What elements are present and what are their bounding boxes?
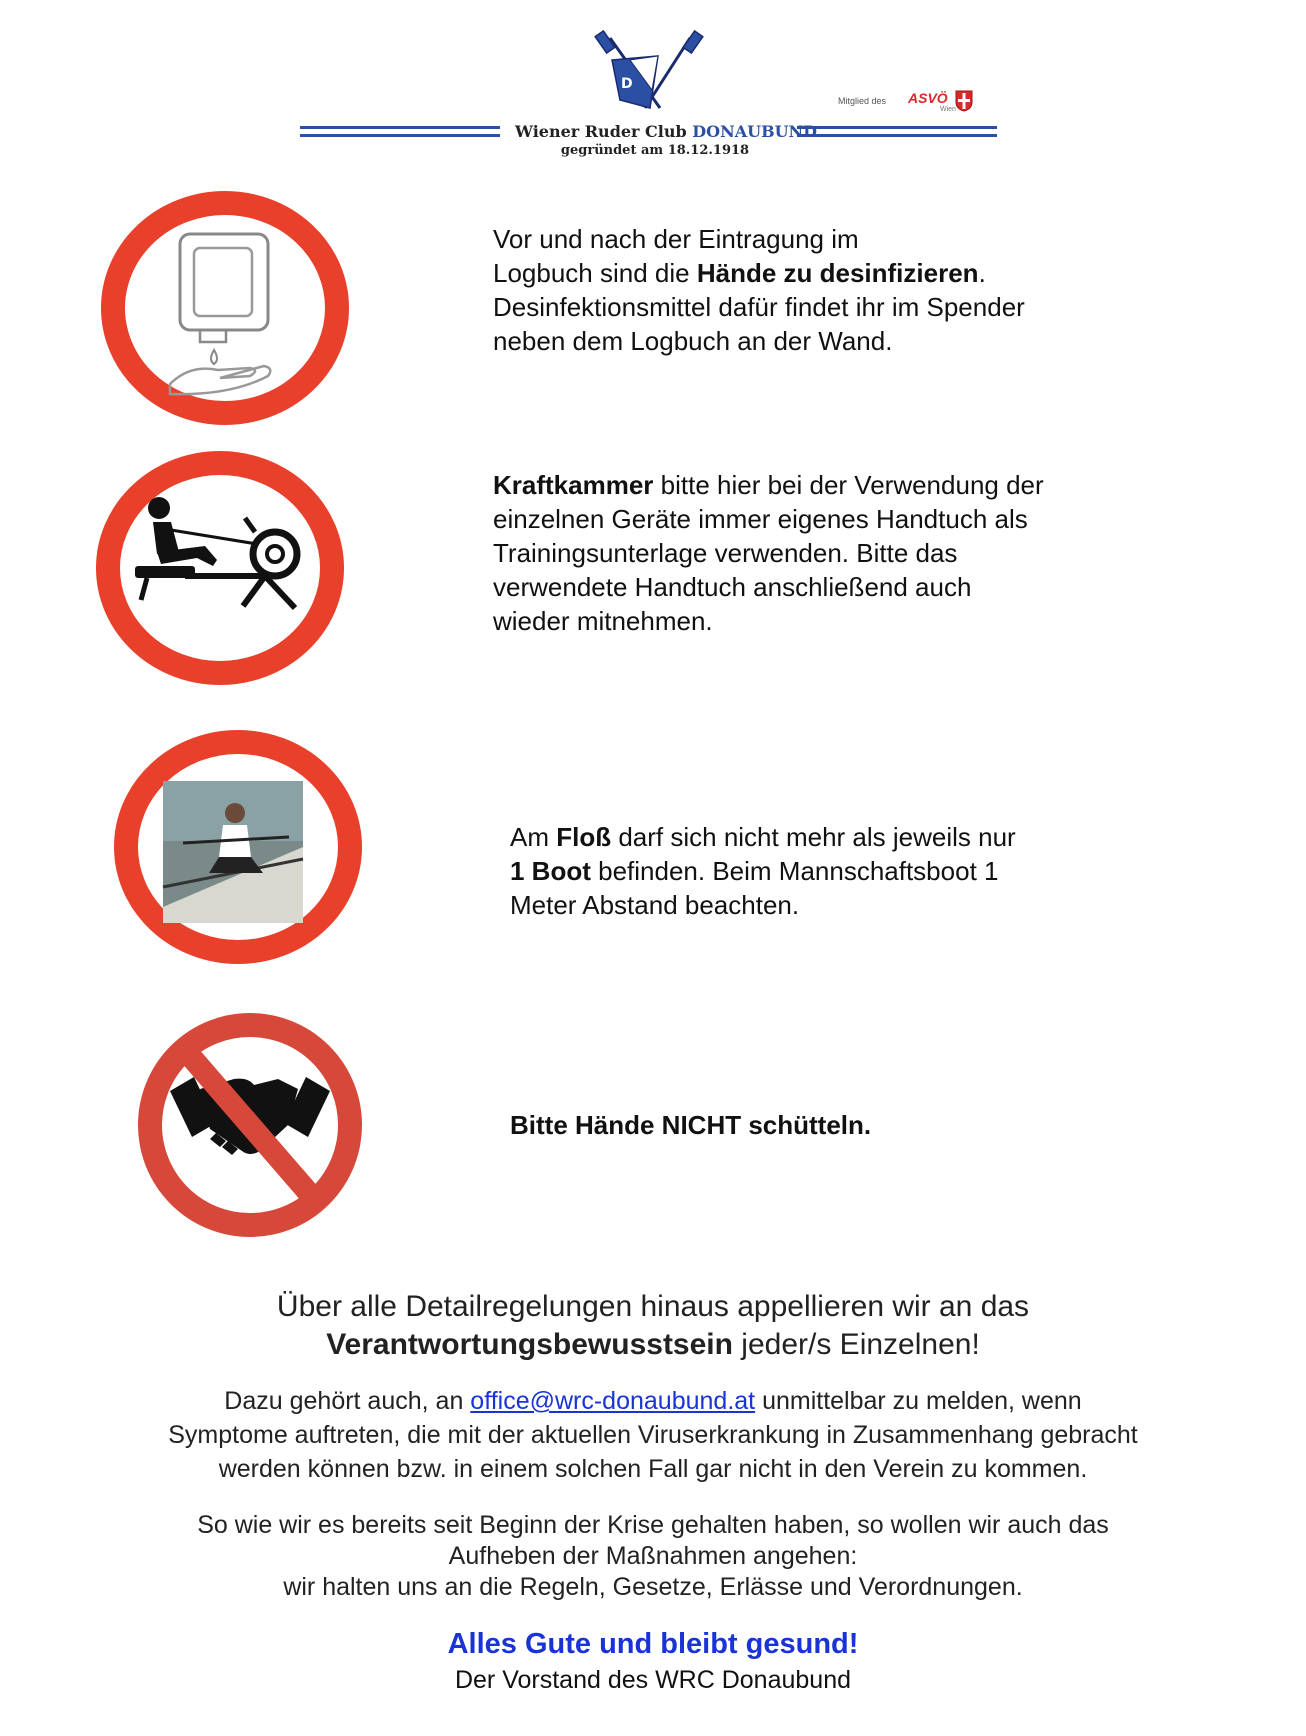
rule-gym-line1: Kraftkammer bitte hier bei der Verwendung der: [493, 470, 1044, 500]
office-email-link[interactable]: office@wrc-donaubund.at: [470, 1387, 756, 1415]
rule-gym-line5: wieder mitnehmen.: [493, 606, 713, 636]
appeal-line1: Über alle Detailregelungen hinaus appellieren wir an das: [276, 1290, 1030, 1323]
rule-sanitize-line4: neben dem Logbuch an der Wand.: [493, 326, 893, 356]
logo-line-left-bottom: [300, 134, 500, 137]
oars-flag-emblem: [590, 30, 710, 122]
vienna-crest-icon: [955, 90, 973, 112]
closing-line2: Aufheben der Maßnahmen angehen:: [448, 1542, 858, 1570]
report-line3: werden können bzw. in einem solchen Fall gar nicht in den Verein zu kommen.: [218, 1455, 1088, 1483]
report-line1: Dazu gehört auch, an office@wrc-donaubund.at unmittelbar zu melden, wenn: [224, 1387, 1082, 1415]
closing-line1: So wie wir es bereits seit Beginn der Krise gehalten haben, so wollen wir auch das: [197, 1511, 1109, 1539]
rule-gym-line4: verwendete Handtuch anschließend auch: [493, 572, 972, 602]
club-name-prefix: Wiener Ruder Club: [515, 122, 687, 141]
club-founded: gegründet am 18.12.1918: [560, 143, 750, 158]
rule-gym-line3: Trainingsunterlage verwenden. Bitte das: [493, 538, 958, 568]
logo-line-left-top: [300, 126, 500, 129]
rule-handshake-text: Bitte Hände NICHT schütteln.: [510, 1110, 872, 1140]
appeal-emphasis: Verantwortungsbewusstsein: [326, 1328, 733, 1361]
rule-raft-line2: 1 Boot befinden. Beim Mannschaftsboot 1: [510, 856, 999, 886]
raft-sign: [113, 727, 363, 967]
club-name: [515, 122, 818, 141]
appeal-block: [0, 1288, 1306, 1364]
asvo-region: Wien: [940, 106, 956, 113]
rule-gym-line2: einzelnen Geräte immer eigenes Handtuch als: [493, 504, 1028, 534]
club-logo: [300, 30, 1000, 170]
rule-gym-emphasis: Kraftkammer: [493, 470, 654, 500]
logo-line-right-bottom: [797, 134, 997, 137]
closing-line3: wir halten uns an die Regeln, Gesetze, Erlässe und Verordnungen.: [283, 1573, 1023, 1601]
signature: Der Vorstand des WRC Donaubund: [454, 1666, 852, 1694]
gym-sign: [95, 448, 345, 688]
rule-sanitize-line1: Vor und nach der Eintragung im: [493, 224, 859, 254]
rule-raft-text: [510, 820, 1016, 922]
appeal-line2: Verantwortungsbewusstsein jeder/s Einzelnen!: [326, 1328, 980, 1361]
report-line2: Symptome auftreten, die mit der aktuellen Viruserkrankung in Zusammenhang gebracht: [168, 1421, 1138, 1449]
club-name-accent: DONAUBUND: [692, 122, 818, 141]
farewell: Alles Gute und bleibt gesund!: [447, 1628, 859, 1660]
sanitizer-sign: [100, 188, 350, 428]
logo-line-right-top: [797, 126, 997, 129]
rule-raft-emphasis: Floß: [556, 822, 612, 852]
logo-letter: D: [621, 76, 633, 92]
member-label: Mitglied des: [838, 96, 887, 106]
rule-sanitize-line2: Logbuch sind die Hände zu desinfizieren.: [493, 258, 986, 288]
asvo-logo: ASVÖ: [908, 90, 948, 106]
rule-sanitize-text: [493, 222, 1025, 358]
no-handshake-sign: [130, 1005, 370, 1245]
closing-block: [0, 1508, 1306, 1604]
rule-raft-line1: Am Floß darf sich nicht mehr als jeweils nur: [510, 822, 1016, 852]
rule-raft-line3: Meter Abstand beachten.: [510, 890, 800, 920]
rule-gym-text: [493, 468, 1044, 638]
rule-sanitize-emphasis: Hände zu desinfizieren: [696, 258, 979, 288]
rower-photo: [163, 781, 303, 923]
report-block: [0, 1384, 1306, 1486]
rule-raft-boat-count: 1 Boot: [510, 856, 591, 886]
rule-sanitize-line3: Desinfektionsmittel dafür findet ihr im Spender: [493, 292, 1025, 322]
